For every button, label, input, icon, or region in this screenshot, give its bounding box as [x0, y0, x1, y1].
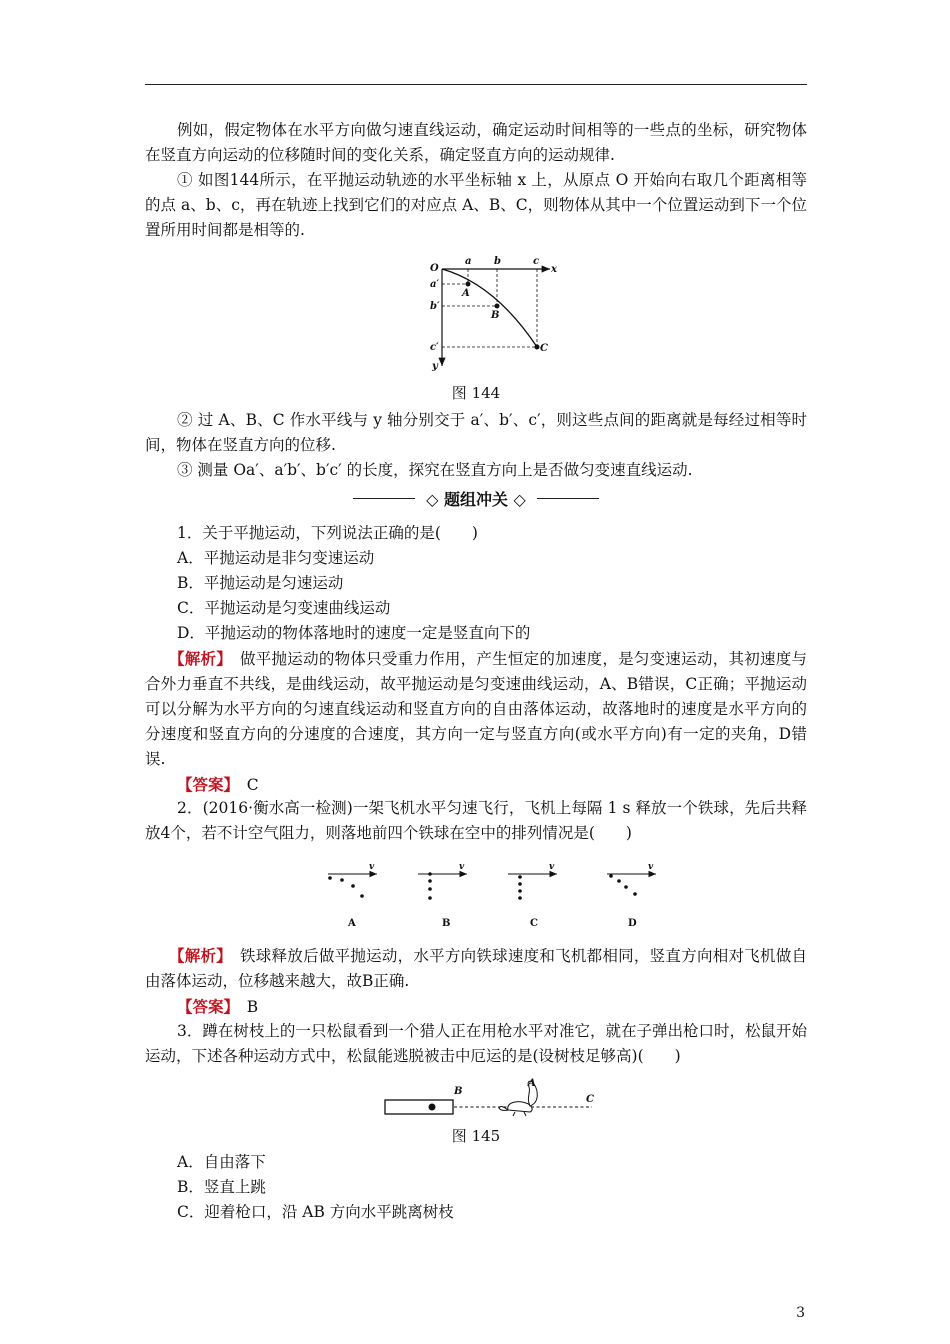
- question-2-analysis: [145, 943, 807, 994]
- choice-label-c: C: [530, 918, 538, 929]
- section-title-rule-left: [353, 498, 415, 499]
- label-A: A: [462, 288, 470, 299]
- question-2-answer: [145, 994, 807, 1020]
- choice-label-b: B: [442, 918, 451, 929]
- point-B: [495, 304, 500, 309]
- question-3-option-a: A．自由落下: [177, 1153, 266, 1171]
- velocity-label-a: v: [369, 862, 375, 872]
- label-origin: O: [430, 263, 439, 274]
- guide-lines: [442, 269, 537, 347]
- question-1-analysis: [145, 646, 807, 772]
- page-number: 3: [796, 1305, 805, 1321]
- question-3-option-c: C．迎着枪口，沿 AB 方向水平跳离树枝: [177, 1203, 454, 1221]
- question-1: [145, 521, 807, 798]
- header-rule: [145, 84, 807, 85]
- point-A: [466, 282, 471, 287]
- question-2: [145, 796, 807, 846]
- label-c-prime: c′: [430, 342, 439, 353]
- question-1-answer-value: C: [246, 776, 259, 794]
- step-3-paragraph: ③ 测量 Oa′、a′b′、b′c′ 的长度，探究在竖直方向上是否做匀变速直线运动.: [177, 461, 693, 479]
- section-title: [145, 487, 807, 513]
- question-2-stem: 2．(2016·衡水高一检测)一架飞机水平匀速飞行，飞机上每隔 1 s 释放一个铁球，先后共释放4个，若不计空气阻力，则落地前四个铁球在空中的排列情况是( ): [145, 799, 807, 842]
- label-y: y: [432, 361, 438, 372]
- answer-label: 【答案】: [177, 775, 232, 794]
- figure-144-caption: 图 144: [451, 384, 501, 402]
- label-c: c: [533, 256, 540, 267]
- figure-145-caption: 图 145: [451, 1127, 501, 1145]
- question-1-option-a: A．平抛运动是非匀变速运动: [177, 549, 375, 567]
- intro-block: [145, 118, 807, 243]
- figure-ball-arrangements: [322, 860, 662, 932]
- gun-barrel: [385, 1100, 453, 1114]
- intro-paragraph-1: 例如，假定物体在水平方向做匀速直线运动，确定运动时间相等的一些点的坐标，研究物体在竖直方向运动的位移随时间的变化关系，确定竖直方向的运动规律.: [145, 121, 807, 164]
- question-2-answer-value: B: [246, 998, 259, 1016]
- trajectory-curve: [442, 269, 537, 347]
- question-3-option-b: B．竖直上跳: [177, 1178, 266, 1196]
- label-B: B: [454, 1086, 463, 1097]
- question-1-option-b: B．平抛运动是匀速运动: [177, 574, 344, 592]
- label-b: b: [494, 256, 501, 267]
- bullet: [429, 1104, 436, 1111]
- analysis-label: 【解析】: [169, 649, 225, 668]
- label-C: C: [540, 343, 548, 354]
- figure-145-squirrel: [380, 1072, 610, 1122]
- question-1-option-c: C．平抛运动是匀变速曲线运动: [177, 599, 391, 617]
- label-x: x: [551, 264, 557, 275]
- choice-label-a: A: [348, 918, 356, 929]
- figure-144-trajectory: [410, 254, 570, 374]
- label-b-prime: b′: [430, 301, 440, 312]
- steps-block: [145, 408, 807, 483]
- question-1-analysis-text: 做平抛运动的物体只受重力作用，产生恒定的加速度，是匀变速运动，其初速度与合外力垂直不共线，是曲线运动，故平抛运动是匀变速曲线运动，A、B错误，C正确；平抛运动可以分解为水平方向的匀速直线运动和竖直方向的自由落体运动，故落地时的速度是水平方向的分速度和竖直方向的分速度的合速度，其方向一定与竖直方向(或水平方向)有一定的夹角，D错误.: [145, 650, 807, 768]
- label-a: a: [465, 256, 472, 267]
- velocity-label-c: v: [549, 862, 555, 872]
- section-title-label: ◇ 题组冲关 ◇: [426, 490, 526, 509]
- question-2-analysis-text: 铁球释放后做平抛运动，水平方向铁球速度和飞机都相同，竖直方向相对飞机做自由落体运动，位移越来越大，故B正确.: [145, 947, 807, 990]
- analysis-label: 【解析】: [169, 946, 225, 965]
- velocity-label-d: v: [648, 862, 654, 872]
- step-2-paragraph: ② 过 A、B、C 作水平线与 y 轴分别交于 a′、b′、c′，则这些点间的距离就是每经过相等时间，物体在竖直方向的位移.: [145, 411, 807, 454]
- question-1-stem: 1．关于平抛运动，下列说法正确的是( ): [177, 524, 478, 542]
- question-3: [145, 1019, 807, 1069]
- intro-paragraph-2: ① 如图144所示，在平抛运动轨迹的水平坐标轴 x 上，从原点 O 开始向右取几个距离相等的点 a、b、c，再在轨迹上找到它们的对应点 A、B、C，则物体从其中一个位置运动到下一个位置所用时间都是相等的.: [145, 171, 807, 239]
- figure-145-caption-block: [145, 1124, 807, 1149]
- label-a-prime: a′: [430, 279, 440, 290]
- label-C: C: [586, 1094, 594, 1105]
- question-1-option-d: D．平抛运动的物体落地时的速度一定是竖直向下的: [177, 624, 531, 642]
- question-3-options: [145, 1150, 807, 1225]
- question-1-answer: [145, 772, 807, 798]
- figure-144-caption-block: [145, 381, 807, 406]
- section-title-rule-right: [537, 498, 599, 499]
- label-A: A: [528, 1078, 536, 1089]
- answer-label: 【答案】: [177, 997, 232, 1016]
- question-3-stem: 3．蹲在树枝上的一只松鼠看到一个猎人正在用枪水平对准它，就在子弹出枪口时，松鼠开始运动，下述各种运动方式中，松鼠能逃脱被击中厄运的是(设树枝足够高)( ): [145, 1022, 807, 1065]
- velocity-label-b: v: [459, 862, 465, 872]
- point-C: [535, 345, 540, 350]
- question-2-solution: [145, 943, 807, 1020]
- choice-label-d: D: [628, 918, 637, 929]
- label-B: B: [491, 310, 500, 321]
